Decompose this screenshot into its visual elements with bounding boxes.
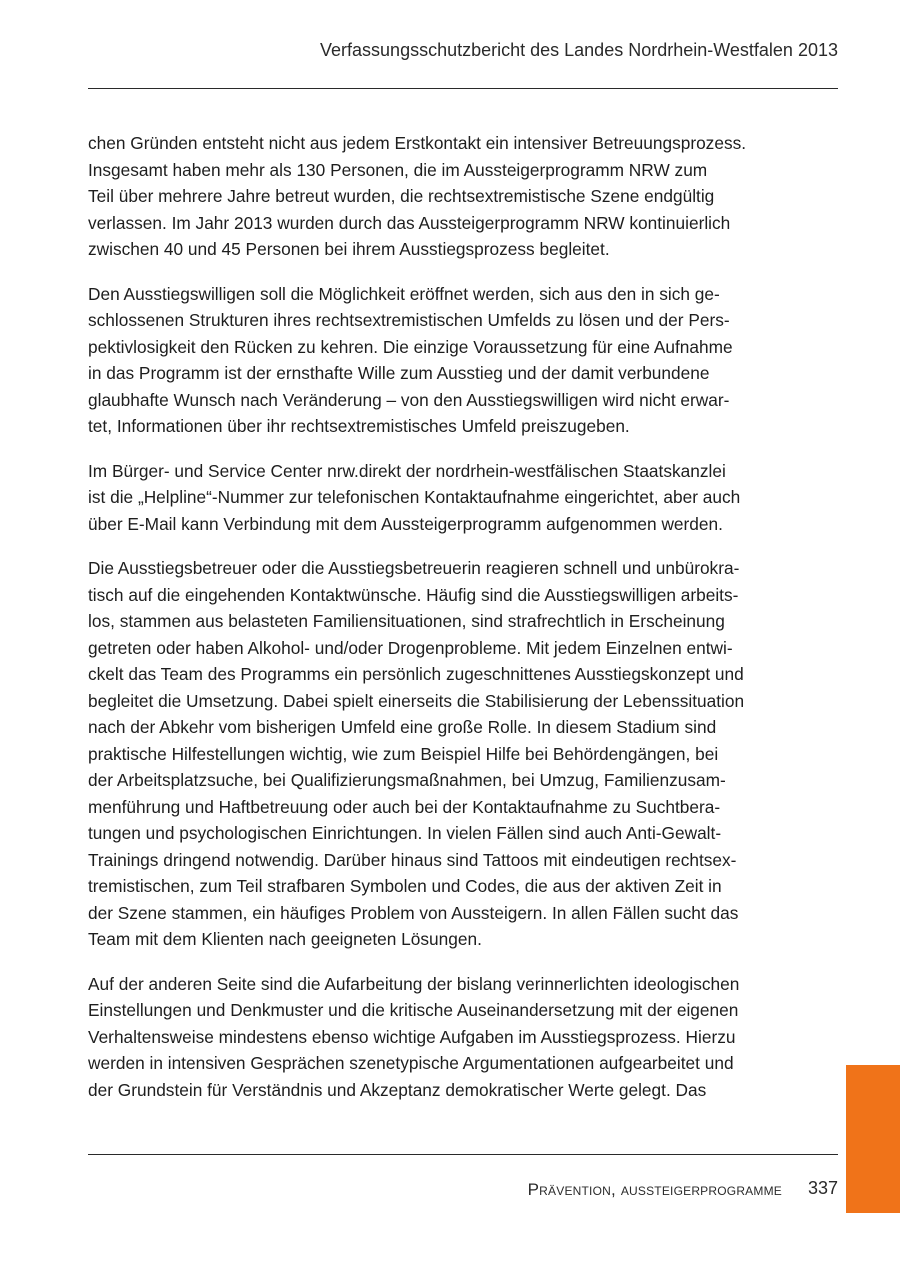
text-line: Team mit dem Klienten nach geeigneten Lösungen.	[88, 929, 482, 949]
text-line: verlassen. Im Jahr 2013 wurden durch das Aussteigerprogramm NRW kontinuierlich	[88, 212, 731, 233]
text-line: Trainings dringend notwendig. Darüber hinaus sind Tattoos mit eindeutigen rechtsex-	[88, 849, 737, 870]
text-line: Im Bürger- und Service Center nrw.direkt der nordrhein-westfälischen Staatskanzlei	[88, 460, 726, 481]
text-line: menführung und Haftbetreuung oder auch bei der Kontaktaufnahme zu Suchtbera-	[88, 796, 721, 817]
running-header: Verfassungsschutzbericht des Landes Nordrhein-Westfalen 2013	[320, 40, 838, 60]
text-line: los, stammen aus belasteten Familiensituationen, sind strafrechtlich in Erscheinung	[88, 611, 725, 631]
text-line: pektivlosigkeit den Rücken zu kehren. Die einzige Voraussetzung für eine Aufnahme	[88, 336, 733, 357]
text-line: tisch auf die eingehenden Kontaktwünsche. Häufig sind die Ausstiegswilligen arbeits-	[88, 584, 739, 605]
text-line: praktische Hilfestellungen wichtig, wie zum Beispiel Hilfe bei Behördengängen, bei	[88, 743, 719, 764]
text-line: getreten oder haben Alkohol- und/oder Drogenprobleme. Mit jedem Einzelnen entwi-	[88, 637, 733, 658]
text-line: Den Ausstiegswilligen soll die Möglichkeit eröffnet werden, sich aus den in sich ge-	[88, 283, 720, 304]
text-line: Auf der anderen Seite sind die Aufarbeitung der bislang verinnerlichten ideologischen	[88, 973, 740, 994]
text-line: werden in intensiven Gesprächen szenetypische Argumentationen aufgearbeitet und	[88, 1053, 734, 1073]
paragraph	[88, 130, 800, 263]
page-number: 337	[807, 1178, 838, 1198]
text-line: glaubhafte Wunsch nach Veränderung – von den Ausstiegswilligen wird nicht erwar-	[88, 389, 730, 410]
text-line: Einstellungen und Denkmuster und die kritische Auseinandersetzung mit der eigenen	[88, 1000, 739, 1020]
text-line: schlossenen Strukturen ihres rechtsextremistischen Umfelds zu lösen und der Pers-	[88, 310, 730, 330]
text-line: zwischen 40 und 45 Personen bei ihrem Ausstiegsprozess begleitet.	[88, 239, 610, 259]
text-line: ist die „Helpline“-Nummer zur telefonischen Kontaktaufnahme eingerichtet, aber auch	[88, 487, 741, 507]
text-line: tet, Informationen über ihr rechtsextremistisches Umfeld preiszugeben.	[88, 416, 630, 436]
text-line: chen Gründen entsteht nicht aus jedem Erstkontakt ein intensiver Betreuungsprozess.	[88, 133, 747, 153]
header-divider	[88, 88, 838, 89]
paragraph	[88, 971, 800, 1104]
text-line: begleitet die Umsetzung. Dabei spielt einerseits die Stabilisierung der Lebenssituation	[88, 690, 745, 711]
text-line: tungen und psychologischen Einrichtungen. In vielen Fällen sind auch Anti-Gewalt-	[88, 823, 722, 843]
text-line: tremistischen, zum Teil strafbaren Symbolen und Codes, die aus der aktiven Zeit in	[88, 876, 722, 896]
footer-section-title: Prävention, aussteigerprogramme	[527, 1180, 782, 1199]
text-line: Verhaltensweise mindestens ebenso wichtige Aufgaben im Ausstiegsprozess. Hierzu	[88, 1026, 736, 1047]
text-line: Insgesamt haben mehr als 130 Personen, die im Aussteigerprogramm NRW zum	[88, 159, 708, 180]
chapter-tab-marker	[846, 1065, 900, 1213]
text-line: Die Ausstiegsbetreuer oder die Ausstiegsbetreuerin reagieren schnell und unbürokra-	[88, 558, 740, 578]
text-line: der Grundstein für Verständnis und Akzeptanz demokratischer Werte gelegt. Das	[88, 1079, 707, 1100]
text-line: der Arbeitsplatzsuche, bei Qualifizierungsmaßnahmen, bei Umzug, Familienzusam-	[88, 770, 726, 790]
text-line: Teil über mehrere Jahre betreut wurden, die rechtsextremistische Szene endgültig	[88, 186, 715, 206]
text-line: in das Programm ist der ernsthafte Wille zum Ausstieg und der damit verbundene	[88, 363, 710, 383]
body-text	[88, 130, 800, 1121]
text-line: nach der Abkehr vom bisherigen Umfeld eine große Rolle. In diesem Stadium sind	[88, 717, 717, 737]
text-line: ckelt das Team des Programms ein persönlich zugeschnittenes Ausstiegskonzept und	[88, 664, 744, 684]
paragraph	[88, 281, 800, 440]
text-line: der Szene stammen, ein häufiges Problem von Aussteigern. In allen Fällen sucht das	[88, 902, 739, 923]
text-line: über E-Mail kann Verbindung mit dem Aussteigerprogramm aufgenommen werden.	[88, 513, 723, 534]
paragraph	[88, 458, 800, 538]
paragraph	[88, 555, 800, 953]
footer-divider	[88, 1154, 838, 1155]
